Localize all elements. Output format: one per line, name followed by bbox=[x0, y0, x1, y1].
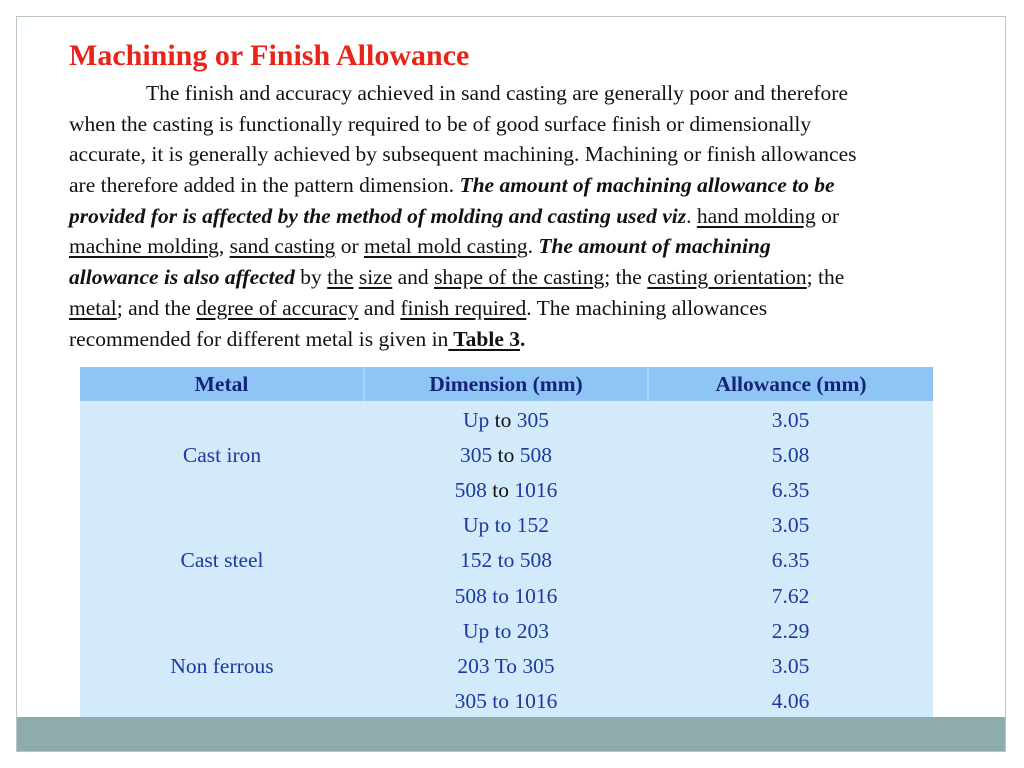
underlined-term: Table 3 bbox=[448, 326, 521, 351]
paragraph-line bbox=[69, 170, 1014, 201]
header-dimension: Dimension (mm) bbox=[364, 367, 648, 402]
underlined-term: casting orientation bbox=[647, 265, 807, 290]
table-row bbox=[80, 508, 933, 543]
underlined-term: sand casting bbox=[229, 234, 336, 259]
metal-cell: Cast iron bbox=[80, 402, 364, 508]
header-metal: Metal bbox=[80, 367, 364, 402]
dimension-cell: 305 to 1016 bbox=[364, 684, 648, 719]
dimension-cell bbox=[364, 473, 648, 508]
dimension-from: 305 bbox=[460, 443, 493, 468]
metal-cell: Non ferrous bbox=[80, 614, 364, 719]
paragraph-line bbox=[69, 231, 1014, 262]
table-row bbox=[80, 402, 933, 438]
body-paragraph bbox=[69, 78, 1014, 354]
paragraph-text: and bbox=[392, 265, 435, 290]
slide-title: Machining or Finish Allowance bbox=[69, 39, 470, 72]
paragraph-line bbox=[69, 262, 1014, 293]
emphasis-text: The amount of machining allowance to be bbox=[459, 173, 835, 198]
allowance-cell: 6.35 bbox=[648, 543, 933, 578]
allowance-cell: 7.62 bbox=[648, 578, 933, 613]
underlined-term: finish required bbox=[400, 295, 527, 320]
emphasis-text: The amount of machining bbox=[538, 234, 771, 259]
paragraph-line bbox=[69, 324, 1014, 355]
paragraph-line bbox=[69, 109, 1014, 140]
underlined-term: metal mold casting bbox=[363, 234, 528, 259]
dimension-cell: 508 to 1016 bbox=[364, 578, 648, 613]
paragraph-line bbox=[69, 201, 1014, 232]
paragraph-text: by bbox=[294, 265, 328, 290]
emphasis-text: . bbox=[520, 326, 526, 351]
underlined-term: shape of the casting bbox=[434, 265, 605, 290]
dimension-to: 508 bbox=[519, 443, 552, 468]
footer-bar bbox=[17, 717, 1005, 751]
allowance-cell: 2.29 bbox=[648, 614, 933, 649]
emphasis-text: provided for is affected by the method of molding and casting used viz bbox=[69, 203, 687, 228]
underlined-term: machine molding bbox=[69, 234, 219, 259]
paragraph-text: and bbox=[358, 295, 401, 320]
paragraph-text: recommended for different metal is given in bbox=[69, 326, 449, 351]
paragraph-text: when the casting is functionally required to be of good surface finish or dimensionally bbox=[69, 111, 812, 136]
allowance-cell: 6.35 bbox=[648, 473, 933, 508]
dimension-cell bbox=[364, 438, 648, 473]
underlined-term: degree of accuracy bbox=[196, 295, 359, 320]
dimension-sep: to bbox=[486, 478, 515, 503]
paragraph-text: ; the bbox=[604, 265, 648, 290]
paragraph-text: . bbox=[527, 234, 539, 259]
paragraph-text: or bbox=[335, 234, 364, 259]
dimension-from: Up bbox=[462, 408, 490, 433]
metal-cell: Cast steel bbox=[80, 508, 364, 613]
dimension-cell bbox=[364, 402, 648, 438]
allowance-cell: 3.05 bbox=[648, 402, 933, 438]
allowance-cell: 4.06 bbox=[648, 684, 933, 719]
underlined-term: hand molding bbox=[696, 203, 816, 228]
paragraph-text: ; and the bbox=[116, 295, 197, 320]
dimension-to: 305 bbox=[516, 408, 549, 433]
dimension-from: 508 bbox=[454, 478, 487, 503]
paragraph-text: are therefore added in the pattern dimension. bbox=[69, 173, 460, 198]
paragraph-text: accurate, it is generally achieved by subsequent machining. Machining or finish allowances bbox=[69, 142, 857, 167]
dimension-cell: Up to 152 bbox=[364, 508, 648, 543]
table-row bbox=[80, 614, 933, 649]
paragraph-text: , bbox=[218, 234, 230, 259]
allowance-cell: 5.08 bbox=[648, 438, 933, 473]
paragraph-line bbox=[69, 78, 1014, 109]
paragraph-text: ; the bbox=[806, 265, 845, 290]
allowance-table bbox=[80, 367, 933, 719]
header-allowance: Allowance (mm) bbox=[648, 367, 933, 402]
dimension-to: 1016 bbox=[514, 478, 558, 503]
allowance-cell: 3.05 bbox=[648, 508, 933, 543]
dimension-cell: 152 to 508 bbox=[364, 543, 648, 578]
emphasis-text: allowance is also affected bbox=[69, 265, 295, 290]
dimension-cell: Up to 203 bbox=[364, 614, 648, 649]
paragraph-text: The finish and accuracy achieved in sand casting are generally poor and therefore bbox=[146, 81, 849, 105]
underlined-term: metal bbox=[69, 295, 117, 320]
dimension-sep: to bbox=[489, 408, 517, 433]
dimension-cell: 203 To 305 bbox=[364, 649, 648, 684]
paragraph-text: . bbox=[686, 203, 697, 228]
paragraph-text: . The machining allowances bbox=[526, 295, 768, 320]
underlined-term: the bbox=[327, 265, 354, 290]
paragraph-text: or bbox=[815, 203, 839, 228]
underlined-term: size bbox=[358, 265, 393, 290]
dimension-sep: to bbox=[492, 443, 520, 468]
paragraph-line bbox=[69, 139, 1014, 170]
allowance-cell: 3.05 bbox=[648, 649, 933, 684]
paragraph-line bbox=[69, 293, 1014, 324]
table-header-row bbox=[80, 367, 933, 402]
